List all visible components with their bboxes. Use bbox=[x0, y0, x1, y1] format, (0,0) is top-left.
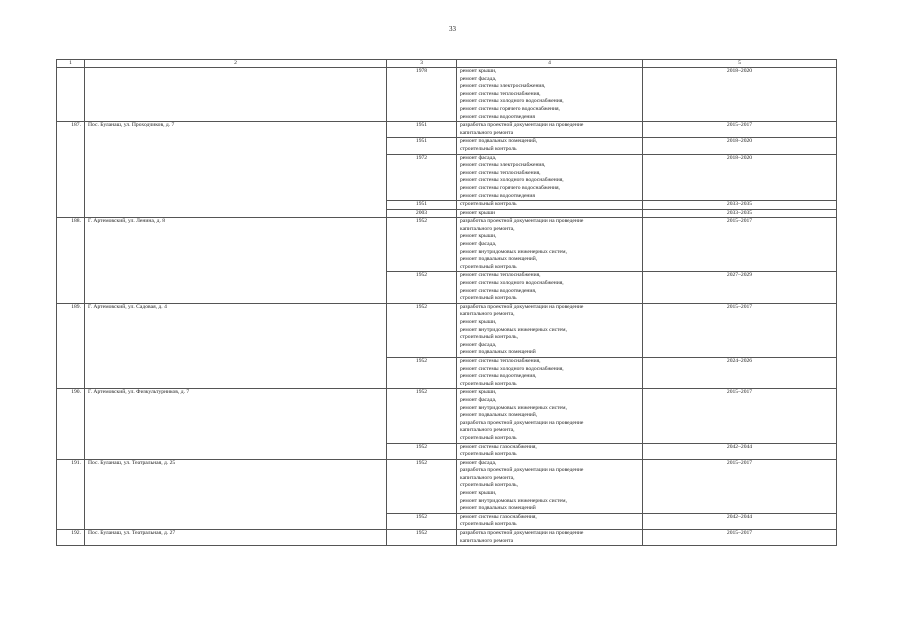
period-cell: 2015–2017 bbox=[643, 389, 837, 443]
table-row bbox=[57, 68, 837, 122]
address-cell: Г. Артемовский, ул. Ленина, д. 8 bbox=[85, 218, 387, 304]
works-cell bbox=[457, 272, 643, 303]
works-line: ремонт системы газоснабжения, bbox=[460, 513, 537, 520]
works-line: ремонт подвальных помещений, bbox=[460, 256, 538, 263]
works-cell bbox=[457, 357, 643, 388]
works-line: ремонт системы теплоснабжения, bbox=[460, 272, 541, 279]
works-line: ремонт системы холодного водоснабжения, bbox=[460, 365, 564, 372]
period-cell: 2015–2017 bbox=[643, 459, 837, 513]
works-line: ремонт системы водоотведения, bbox=[460, 373, 537, 380]
works-cell bbox=[457, 122, 643, 138]
works-cell bbox=[457, 389, 643, 443]
works-cell bbox=[457, 218, 643, 272]
works-line: ремонт системы теплоснабжения, bbox=[460, 90, 541, 97]
works-line: ремонт системы водоотведения, bbox=[460, 287, 537, 294]
works-line: ремонт внутридомовых инженерных систем, bbox=[460, 404, 567, 411]
works-line: строительный контроль bbox=[460, 295, 517, 302]
works-line: ремонт системы холодного водоснабжения, bbox=[460, 280, 564, 287]
period-cell: 2015–2017 bbox=[643, 303, 837, 357]
period-cell: 2042–2044 bbox=[643, 443, 837, 459]
works-line: строительный контроль bbox=[460, 263, 517, 270]
works-line: ремонт подвальных помещений, bbox=[460, 412, 538, 419]
year-cell: 1978 bbox=[387, 68, 457, 122]
year-cell: 1952 bbox=[387, 443, 457, 459]
works-line: ремонт подвальных помещений, bbox=[460, 138, 538, 145]
works-cell bbox=[457, 530, 643, 546]
period-cell: 2015–2017 bbox=[643, 218, 837, 272]
works-line: разработка проектной документации на проведение bbox=[460, 303, 584, 310]
table-row bbox=[57, 218, 837, 272]
works-line: разработка проектной документации на проведение bbox=[460, 467, 584, 474]
works-line: ремонт крыши, bbox=[460, 68, 497, 74]
works-line: ремонт системы газоснабжения, bbox=[460, 443, 537, 450]
works-line: ремонт внутридомовых инженерных систем, bbox=[460, 497, 567, 504]
works-line: ремонт фасада, bbox=[460, 75, 497, 82]
works-line: ремонт крыши bbox=[460, 209, 496, 216]
works-line: строительный контроль bbox=[460, 380, 517, 387]
row-number-cell: 188. bbox=[57, 218, 85, 304]
works-cell bbox=[457, 68, 643, 122]
column-header: 1 bbox=[57, 60, 85, 68]
row-number-cell bbox=[57, 68, 85, 122]
works-line: разработка проектной документации на проведение bbox=[460, 530, 584, 537]
address-cell: Пос. Буланаш, ул. Проходчиков, д. 7 bbox=[85, 122, 387, 218]
column-header: 5 bbox=[643, 60, 837, 68]
works-line: ремонт системы теплоснабжения, bbox=[460, 357, 541, 364]
year-cell: 2003 bbox=[387, 209, 457, 218]
row-number-cell: 191. bbox=[57, 459, 85, 529]
works-line: разработка проектной документации на проведение bbox=[460, 218, 584, 225]
table-row bbox=[57, 530, 837, 546]
year-cell: 1952 bbox=[387, 357, 457, 388]
table-row bbox=[57, 459, 837, 513]
works-line: ремонт крыши, bbox=[460, 319, 497, 325]
column-header: 3 bbox=[387, 60, 457, 68]
period-cell: 2018–2020 bbox=[643, 154, 837, 201]
year-cell: 1952 bbox=[387, 389, 457, 443]
address-cell bbox=[85, 68, 387, 122]
works-line: ремонт системы холодного водоснабжения, bbox=[460, 98, 564, 105]
works-line: ремонт фасада, bbox=[460, 341, 497, 348]
works-line: ремонт системы электроснабжения, bbox=[460, 162, 546, 169]
works-line: ремонт системы электроснабжения, bbox=[460, 83, 546, 90]
works-line: капитального ремонта, bbox=[460, 474, 515, 481]
period-cell: 2024–2026 bbox=[643, 357, 837, 388]
works-line: ремонт внутридомовых инженерных систем, bbox=[460, 326, 567, 333]
period-cell: 2018–2020 bbox=[643, 68, 837, 122]
works-line: ремонт системы водоотведения bbox=[460, 113, 535, 120]
table-body bbox=[57, 60, 837, 546]
works-line: ремонт системы водоотведения bbox=[460, 192, 535, 199]
works-line: строительный контроль bbox=[460, 145, 517, 152]
works-line: разработка проектной документации на проведение bbox=[460, 419, 584, 426]
works-line: строительный контроль, bbox=[460, 482, 518, 489]
period-cell: 2027–2029 bbox=[643, 272, 837, 303]
works-cell bbox=[457, 303, 643, 357]
year-cell: 1952 bbox=[387, 303, 457, 357]
works-cell bbox=[457, 443, 643, 459]
period-cell: 2042–2044 bbox=[643, 513, 837, 529]
works-line: ремонт крыши, bbox=[460, 389, 497, 396]
period-cell: 2015–2017 bbox=[643, 530, 837, 546]
period-cell: 2018–2020 bbox=[643, 138, 837, 154]
row-number-cell: 187. bbox=[57, 122, 85, 218]
address-cell: Пос. Буланаш, ул. Театральная, д. 25 bbox=[85, 459, 387, 529]
table-row bbox=[57, 303, 837, 357]
row-number-cell: 192. bbox=[57, 530, 85, 546]
year-cell: 1952 bbox=[387, 459, 457, 513]
address-cell: Пос. Буланаш, ул. Театральная, д. 27 bbox=[85, 530, 387, 546]
table-row bbox=[57, 389, 837, 443]
works-cell bbox=[457, 209, 643, 218]
works-line: ремонт крыши, bbox=[460, 490, 497, 497]
row-number-cell: 189. bbox=[57, 303, 85, 389]
column-header: 2 bbox=[85, 60, 387, 68]
year-cell: 1972 bbox=[387, 154, 457, 201]
address-cell: Г. Артемовский, ул. Садовая, д. 4 bbox=[85, 303, 387, 389]
address-cell: Г. Артемовский, ул. Физкультурников, д. 7 bbox=[85, 389, 387, 459]
works-line: капитального ремонта, bbox=[460, 311, 515, 318]
year-cell: 1952 bbox=[387, 272, 457, 303]
period-cell: 2033–2035 bbox=[643, 209, 837, 218]
works-line: ремонт системы теплоснабжения, bbox=[460, 169, 541, 176]
year-cell: 1951 bbox=[387, 122, 457, 138]
works-line: ремонт фасада, bbox=[460, 396, 497, 403]
works-cell bbox=[457, 459, 643, 513]
works-line: капитального ремонта bbox=[460, 537, 514, 544]
works-line: ремонт внутридомовых инженерных систем, bbox=[460, 248, 567, 255]
period-cell: 2033–2035 bbox=[643, 201, 837, 210]
column-header: 4 bbox=[457, 60, 643, 68]
works-line: ремонт фасада, bbox=[460, 459, 497, 466]
year-cell: 1952 bbox=[387, 530, 457, 546]
works-line: капитального ремонта, bbox=[460, 427, 515, 434]
works-line: строительный контроль, bbox=[460, 334, 518, 341]
works-line: ремонт фасада, bbox=[460, 241, 497, 248]
works-line: ремонт крыши, bbox=[460, 233, 497, 240]
works-line: капитального ремонта, bbox=[460, 225, 515, 232]
page-number: 33 bbox=[449, 25, 456, 33]
works-line: строительный контроль bbox=[460, 201, 517, 208]
works-line: ремонт подвальных помещений bbox=[460, 349, 536, 356]
works-line: строительный контроль bbox=[460, 451, 517, 458]
works-line: разработка проектной документации на проведение bbox=[460, 122, 584, 129]
works-line: строительный контроль bbox=[460, 434, 517, 441]
repair-schedule-table bbox=[56, 59, 837, 546]
works-line: ремонт системы горячего водоснабжения, bbox=[460, 105, 560, 112]
row-number-cell: 190. bbox=[57, 389, 85, 459]
works-line: капитального ремонта bbox=[460, 129, 514, 136]
year-cell: 1952 bbox=[387, 218, 457, 272]
works-line: ремонт подвальных помещений bbox=[460, 505, 536, 512]
works-line: ремонт фасада, bbox=[460, 154, 497, 161]
table-row bbox=[57, 122, 837, 138]
year-cell: 1952 bbox=[387, 513, 457, 529]
works-cell bbox=[457, 513, 643, 529]
works-cell bbox=[457, 138, 643, 154]
works-cell bbox=[457, 154, 643, 201]
works-line: ремонт системы горячего водоснабжения, bbox=[460, 184, 560, 191]
column-number-row bbox=[57, 60, 837, 68]
works-line: ремонт системы холодного водоснабжения, bbox=[460, 177, 564, 184]
year-cell: 1951 bbox=[387, 138, 457, 154]
works-cell bbox=[457, 201, 643, 210]
period-cell: 2015–2017 bbox=[643, 122, 837, 138]
works-line: строительный контроль bbox=[460, 521, 517, 528]
year-cell: 1951 bbox=[387, 201, 457, 210]
